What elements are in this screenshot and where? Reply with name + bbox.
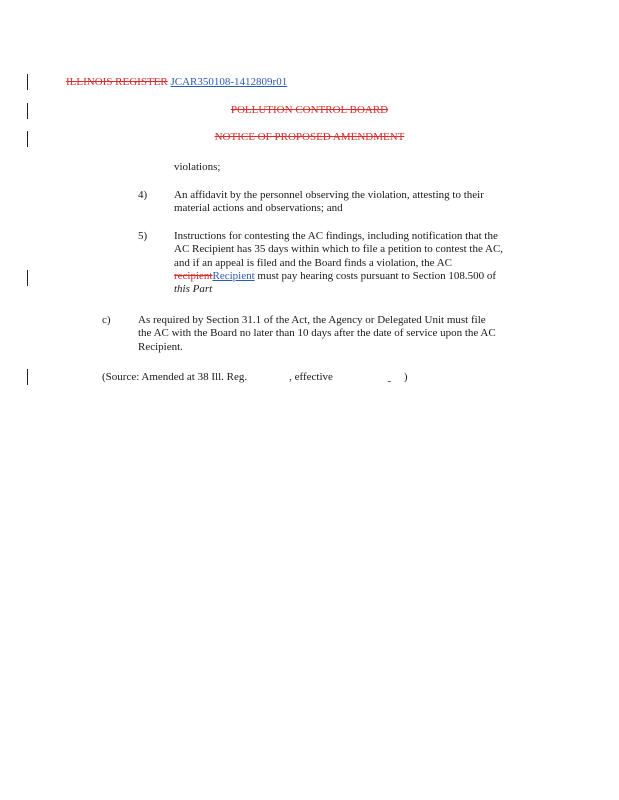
item-4-text	[174, 189, 484, 216]
item-5-line: Instructions for contesting the AC findings, including notification that the	[174, 230, 498, 242]
item-5-line-rest: must pay hearing costs pursuant to Section 108.500 of	[254, 269, 496, 282]
item-5-line: this Part	[174, 283, 213, 296]
item-5-line: and if an appeal is filed and the Board finds a violation, the AC	[174, 256, 452, 269]
source-effective: , effective	[289, 371, 333, 383]
recipient-inserted: Recipient	[212, 269, 255, 282]
change-bar	[27, 270, 28, 286]
register-deleted-text: ILLINOIS REGISTER	[66, 76, 168, 88]
item-4-number: 4)	[138, 189, 148, 201]
source-blank	[388, 371, 404, 384]
change-bar	[27, 74, 28, 90]
source-prefix: (Source: Amended at 38 Ill. Reg.	[102, 371, 248, 383]
register-header	[66, 76, 287, 89]
register-inserted-text: JCAR350108-1412809r01	[170, 76, 288, 88]
item-4-line: material actions and observations; and	[174, 202, 343, 215]
item-5-line: AC Recipient has 35 days within which to file a petition to contest the AC,	[174, 243, 504, 256]
item-c-line: the AC with the Board no later than 10 days after the date of service upon the AC	[138, 327, 496, 340]
notice-title: NOTICE OF PROPOSED AMENDMENT	[214, 131, 405, 143]
item-c-text	[138, 314, 496, 354]
item-c-line: Recipient.	[138, 340, 183, 353]
change-bar	[27, 369, 28, 385]
item-5-line	[174, 270, 503, 283]
board-title: POLLUTION CONTROL BOARD	[230, 104, 389, 116]
recipient-deleted: recipient	[174, 269, 213, 282]
item-c-line: As required by Section 31.1 of the Act, the Agency or Delegated Unit must file	[138, 314, 486, 326]
item-c-number: c)	[102, 314, 111, 326]
item-5-number: 5)	[138, 230, 148, 242]
source-note	[102, 371, 408, 384]
item-5-text	[174, 230, 503, 296]
violations-line: violations;	[174, 161, 221, 173]
item-4-line: An affidavit by the personnel observing the violation, attesting to their	[174, 189, 484, 201]
source-suffix: )	[403, 371, 408, 383]
